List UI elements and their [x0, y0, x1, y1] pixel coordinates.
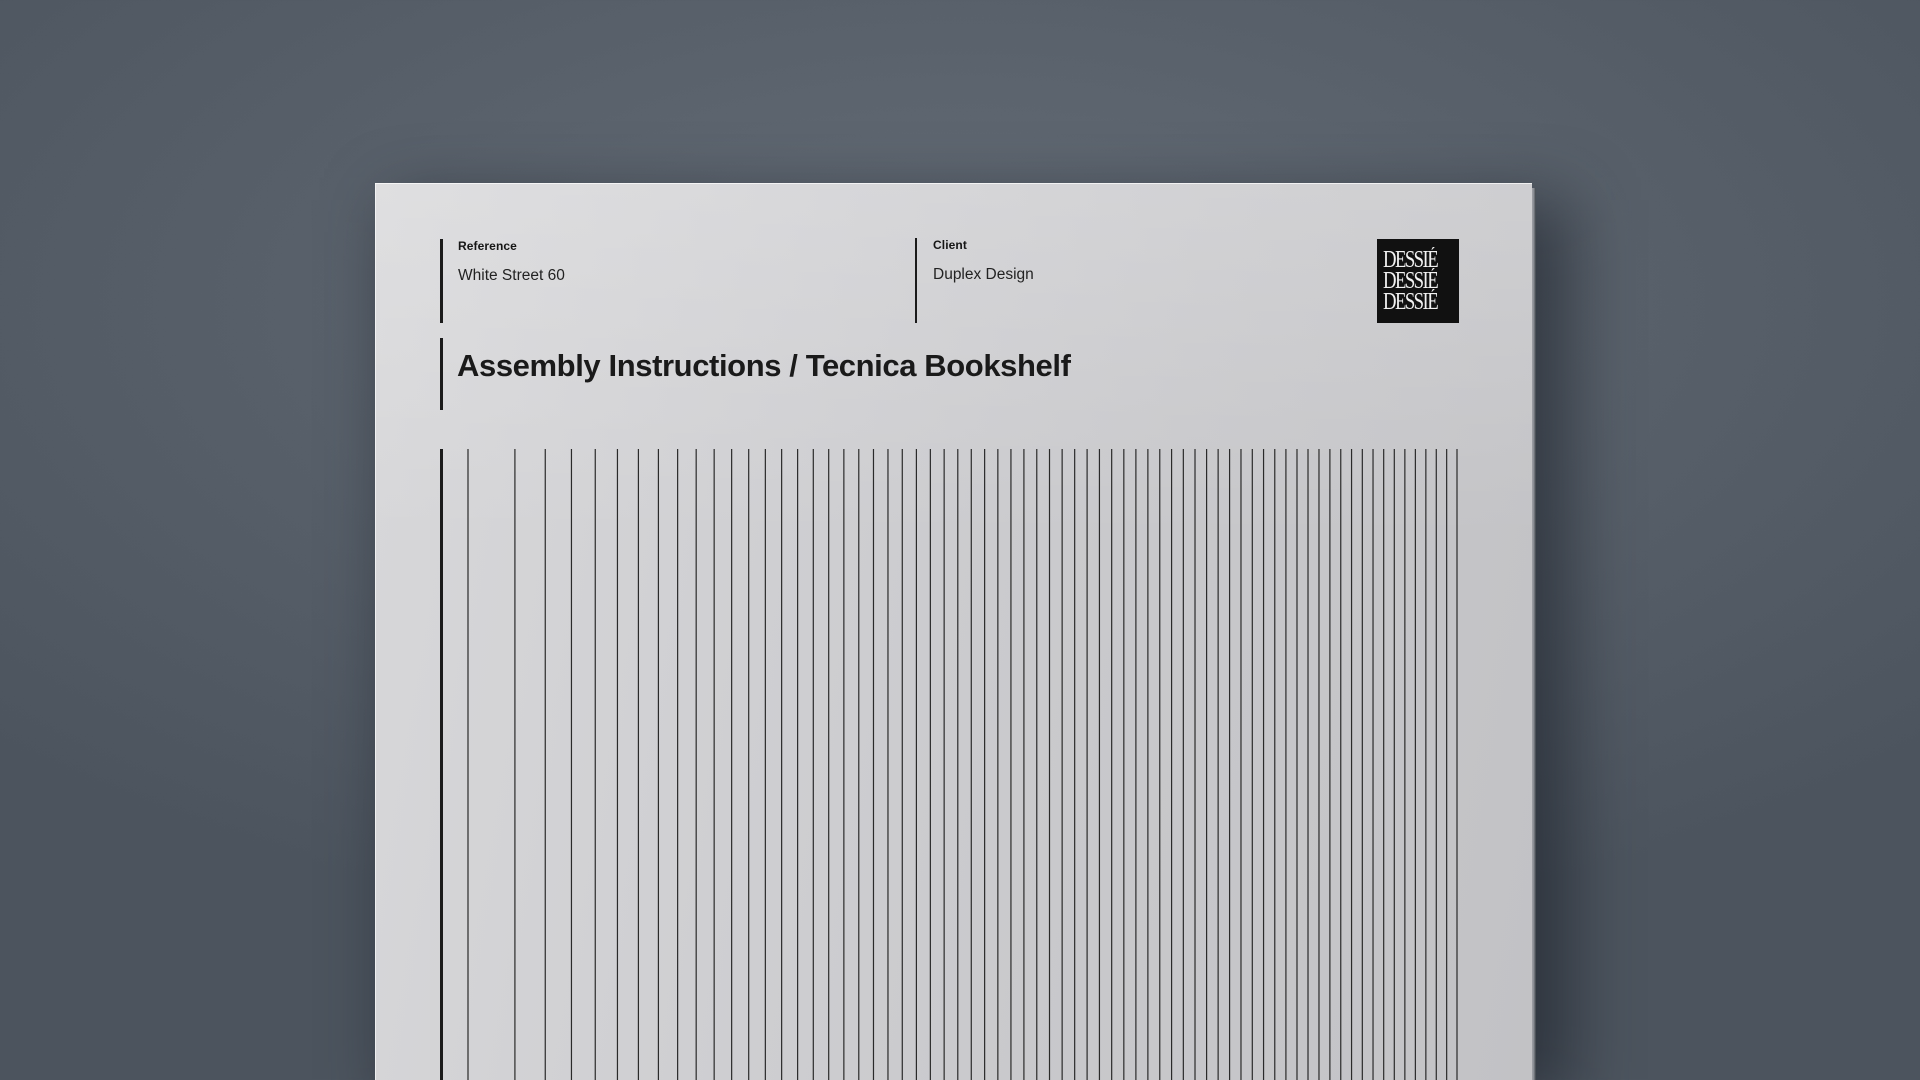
page-title: Assembly Instructions / Tecnica Bookshelf	[457, 348, 1071, 383]
client-value: Duplex Design	[933, 266, 1034, 283]
title-rule	[440, 338, 443, 410]
reference-rule	[440, 239, 443, 323]
pattern-left-rule	[440, 449, 443, 1080]
reference-value: White Street 60	[458, 267, 565, 284]
reference-label: Reference	[458, 239, 517, 253]
client-label: Client	[933, 238, 967, 252]
logo-line-3: DESSIÉ	[1383, 289, 1438, 315]
logo-line-2: DESSIÉ	[1383, 268, 1438, 294]
booklet-cover	[375, 183, 1532, 1080]
vertical-line-pattern	[375, 183, 1532, 1080]
client-rule	[915, 238, 917, 323]
dessie-logo	[1377, 239, 1459, 323]
logo-line-1: DESSIÉ	[1383, 247, 1438, 273]
